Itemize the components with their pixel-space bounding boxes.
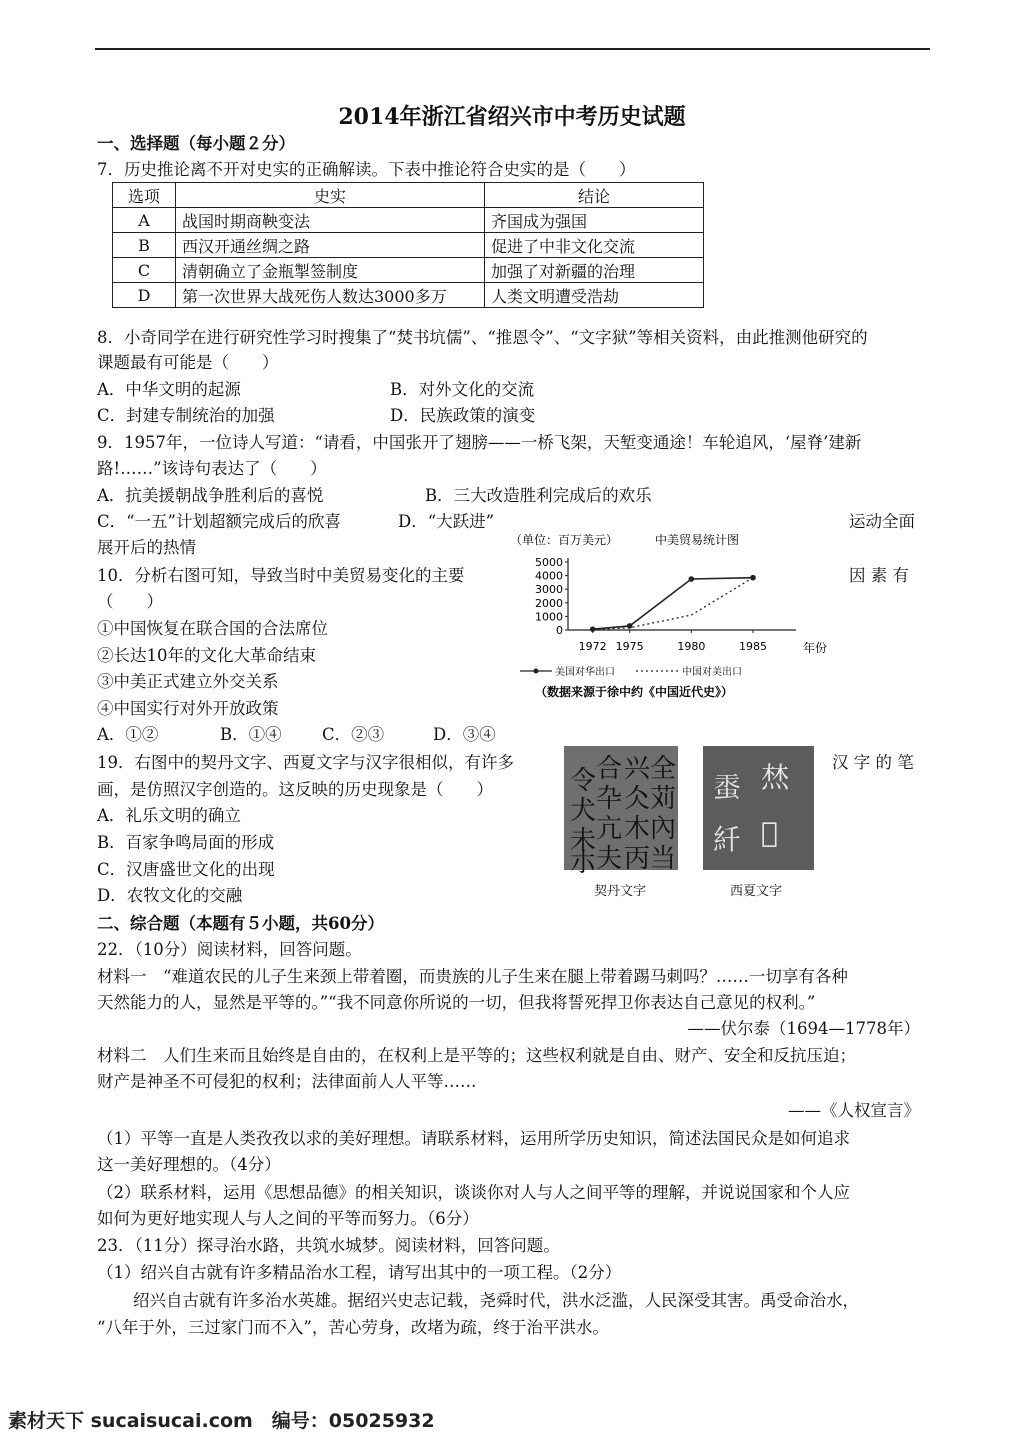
- y-tick-label: 1000: [535, 610, 563, 624]
- q10-option-d: D．③④: [433, 725, 496, 744]
- series-point-us-export: [750, 575, 756, 581]
- q8-line2: 课题最有可能是（ ）: [97, 353, 279, 372]
- khitan-glyph: 卆: [596, 784, 623, 814]
- y-tick-label: 5000: [535, 556, 563, 569]
- q22-head: 22．（10分）阅读材料，回答问题。: [97, 940, 362, 959]
- khitan-glyph: 令: [570, 766, 597, 796]
- q10-line1-cont: 因 素 有: [849, 566, 909, 585]
- table-cell: A: [113, 208, 176, 233]
- q9-option-d: D．“大跃进”: [398, 512, 495, 531]
- q7-stem: 7．历史推论离不开对史实的正确解读。下表中推论符合史实的是（ ）: [97, 160, 636, 179]
- x-tick-label: 1972: [578, 640, 607, 653]
- watermark: 素材天下 sucaisucai.com 编号：05025932: [8, 1410, 435, 1432]
- table-cell: 西汉开通丝绸之路: [176, 233, 485, 258]
- table-cell: 人类文明遭受浩劫: [485, 283, 704, 308]
- q22-question1-line2: 这一美好理想的。（4分）: [97, 1155, 281, 1174]
- section-2-heading: 二、综合题（本题有５小题，共60分）: [97, 914, 384, 933]
- q8-option-c: C．封建专制统治的加强: [97, 406, 275, 425]
- table-cell: 加强了对新疆的治理: [485, 258, 704, 283]
- q10-line1: 10．分析右图可知，导致当时中美贸易变化的主要: [97, 566, 465, 585]
- q10-item-3: ③中美正式建立外交关系: [97, 672, 279, 691]
- q8-option-d: D．民族政策的演变: [390, 406, 536, 425]
- khitan-glyph: 木: [624, 814, 651, 844]
- khitan-glyph: 苅: [650, 784, 677, 814]
- q22-material2-source: ——《人权宣言》: [788, 1101, 920, 1120]
- khitan-glyph: 夫: [596, 844, 623, 874]
- page-title: 2014年浙江省绍兴市中考历史试题: [338, 104, 686, 130]
- y-tick-label: 3000: [535, 583, 563, 597]
- q23-head: 23．（11分）探寻治水路，共筑水城梦。阅读材料，回答问题。: [97, 1236, 560, 1255]
- xixia-glyph: 𥘏: [761, 816, 778, 849]
- q22-material2-line2: 财产是神圣不可侵犯的权利；法律面前人人平等……: [97, 1072, 477, 1091]
- q19-option-b: B．百家争鸣局面的形成: [97, 833, 275, 852]
- khitan-caption: 契丹文字: [594, 884, 647, 899]
- khitan-glyph: 仌: [624, 784, 651, 814]
- y-tick-label: 2000: [535, 596, 563, 610]
- chart-unit-label: （单位：百万美元）: [510, 533, 619, 547]
- table-cell: D: [113, 283, 176, 308]
- khitan-glyph: 合: [596, 754, 623, 784]
- y-tick-label: 0: [556, 624, 563, 637]
- khitan-glyph: 丙: [624, 844, 651, 874]
- chart-xlabel: 年份: [803, 641, 828, 655]
- series-line-cn-export: [593, 578, 753, 630]
- xixia-glyph: 㷊: [761, 761, 790, 794]
- table-cell: C: [113, 258, 176, 283]
- series-line-us-export: [593, 578, 753, 630]
- khitan-glyph: 內: [650, 814, 677, 844]
- khitan-glyph: 亢: [596, 814, 623, 844]
- q8-option-b: B．对外文化的交流: [390, 380, 535, 399]
- table-row: [113, 208, 704, 233]
- chart-title: 中美贸易统计图: [655, 533, 740, 547]
- q10-item-2: ②长达10年的文化大革命结束: [97, 646, 316, 665]
- table-cell: 清朝确立了金瓶掣签制度: [176, 258, 485, 283]
- series-point-us-export: [689, 576, 695, 582]
- q9-line2: 路!……”该诗句表达了（ ）: [97, 459, 327, 478]
- q23-paragraph-line1: 绍兴自古就有许多治水英雄。据绍兴史志记载，尧舜时代，洪水泛滥，人民深受其害。禹受命治水，: [133, 1291, 859, 1310]
- q7-table: [112, 182, 704, 308]
- q19-option-a: A．礼乐文明的确立: [97, 806, 241, 825]
- table-header-cell: 史实: [176, 183, 485, 208]
- q9-option-d-cont: 运动全面: [849, 512, 915, 531]
- xixia-glyph: 𧋔: [713, 771, 742, 804]
- legend-us-marker: [534, 669, 539, 674]
- section-1-heading: 一、选择题（每小题２分）: [97, 134, 295, 153]
- top-rule: [95, 48, 930, 50]
- table-header-row: [113, 183, 704, 208]
- khitan-glyph: 当: [650, 844, 677, 874]
- q19-line2: 画，是仿照汉字创造的。这反映的历史现象是（ ）: [97, 780, 493, 799]
- q10-option-c: C．②③: [322, 725, 385, 744]
- table-cell: 齐国成为强国: [485, 208, 704, 233]
- q22-question2-line2: 如何为更好地实现人与人之间的平等而努力。（6分）: [97, 1209, 479, 1228]
- trade-chart: [500, 528, 845, 708]
- q23-question1: （1）绍兴自古就有许多精品治水工程，请写出其中的一项工程。（2分）: [97, 1263, 622, 1282]
- q22-question1-line1: （1）平等一直是人类孜孜以求的美好理想。请联系材料，运用所学历史知识，简述法国民众是如何追求: [97, 1129, 850, 1148]
- q8-line1: 8．小奇同学在进行研究性学习时搜集了“焚书坑儒”、“推恩令”、“文字狱”等相关资料，由此推测他研究的: [97, 328, 868, 347]
- q8-option-a: A．中华文明的起源: [97, 380, 241, 399]
- khitan-glyph: 兴: [624, 754, 651, 784]
- q22-material1-line2: 天然能力的人，显然是平等的。”“我不同意你所说的一切，但我将誓死捍卫你表达自己意见的权利。”: [97, 993, 816, 1012]
- x-tick-label: 1975: [615, 640, 644, 653]
- q19-line1: 19．右图中的契丹文字、西夏文字与汉字很相似，有许多: [97, 753, 514, 772]
- q10-item-1: ①中国恢复在联合国的合法席位: [97, 619, 328, 638]
- table-header-cell: 选项: [113, 183, 176, 208]
- khitan-glyph: 犬: [570, 796, 597, 826]
- legend-cn-label: 中国对美出口: [682, 667, 742, 678]
- table-cell: 战国时期商鞅变法: [176, 208, 485, 233]
- q10-option-b: B．①④: [220, 725, 282, 744]
- q22-material1-source: ——伏尔泰（1694—1778年）: [687, 1019, 920, 1038]
- y-tick-label: 4000: [535, 569, 563, 583]
- table-header-cell: 结论: [485, 183, 704, 208]
- q22-question2-line1: （2）联系材料，运用《思想品德》的相关知识，谈谈你对人与人之间平等的理解，并说说国家和个人应: [97, 1183, 850, 1202]
- q9-option-c: C．“一五”计划超额完成后的欣喜: [97, 512, 341, 531]
- q10-option-a: A．①②: [97, 725, 159, 744]
- table-row: [113, 283, 704, 308]
- table-cell: B: [113, 233, 176, 258]
- q9-option-d-end: 展开后的热情: [97, 538, 196, 557]
- khitan-script-image: [564, 746, 678, 878]
- q22-material1-line1: 材料一 “难道农民的儿子生来颈上带着圈，而贵族的儿子生来在腿上带着踢马刺吗？……一切享有各种: [97, 967, 848, 986]
- q19-option-d: D．农牧文化的交融: [97, 886, 243, 905]
- q10-item-4: ④中国实行对外开放政策: [97, 699, 279, 718]
- xixia-glyph: 䊹: [713, 823, 742, 856]
- table-cell: 促进了中非文化交流: [485, 233, 704, 258]
- x-tick-label: 1985: [739, 640, 767, 653]
- khitan-glyph: 朩: [570, 848, 597, 878]
- legend-us-label: 美国对华出口: [555, 667, 615, 678]
- chart-source: （数据来源于徐中约《中国近代史》）: [535, 685, 734, 699]
- q9-line1: 9．1957年，一位诗人写道：“请看，中国张开了翅膀——一桥飞架，天堑变通途！车轮追风，‘屋脊’建新: [97, 433, 862, 452]
- x-tick-label: 1980: [677, 640, 706, 653]
- khitan-glyph: 未: [570, 826, 597, 856]
- q10-paren: （ ）: [97, 592, 163, 611]
- xixia-caption: 西夏文字: [730, 884, 783, 899]
- q22-material2-line1: 材料二 人们生来而且始终是自由的，在权利上是平等的；这些权利就是自由、财产、安全和反抗压迫；: [97, 1046, 856, 1065]
- xixia-script-image: [703, 746, 814, 870]
- table-row: [113, 258, 704, 283]
- q9-option-b: B．三大改造胜利完成后的欢乐: [425, 486, 652, 505]
- khitan-glyph: 全: [650, 754, 677, 784]
- table-row: [113, 233, 704, 258]
- q19-line1-cont: 汉 字 的 笔: [832, 753, 914, 772]
- table-cell: 第一次世界大战死伤人数达3000多万: [176, 283, 485, 308]
- q19-option-c: C．汉唐盛世文化的出现: [97, 860, 275, 879]
- q9-option-a: A．抗美援朝战争胜利后的喜悦: [97, 486, 324, 505]
- q23-paragraph-line2: “八年于外，三过家门而不入”，苦心劳身，改堵为疏，终于治平洪水。: [97, 1318, 609, 1337]
